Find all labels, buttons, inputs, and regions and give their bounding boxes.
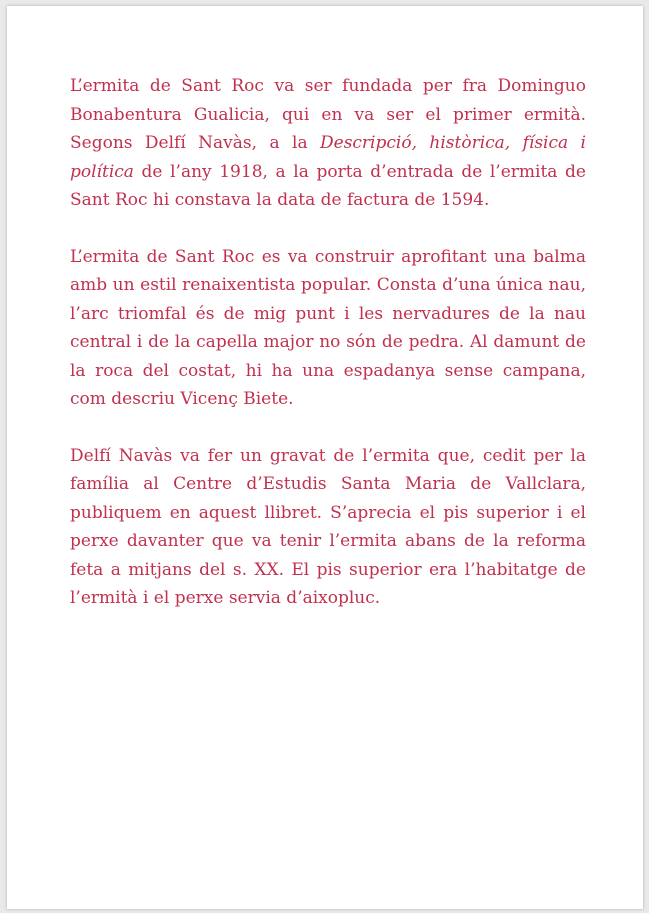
paragraph-foundation-text-end: de l’any 1918, a la porta d’entrada de l’ermita de Sant Roc hi constava la data de factura de 1594. [70,161,586,210]
body-text [70,72,586,641]
paragraph-foundation [70,72,586,215]
paragraph-foundation-text-start: L’ermita de Sant Roc va ser fundada per fra Dominguo Bonabentura Gualicia, qui en va ser el primer ermità. Segons Delfí Navàs, a la [70,76,586,153]
paragraph-engraving: Delfí Navàs va fer un gravat de l’ermita que, cedit per la família al Centre d’Estudis Santa Maria de Vallclara, publiquem en aquest llibret. S’aprecia el pis superior i el perxe davanter que va tenir l’ermita abans de la reforma feta a mitjans del s. XX. El pis superior era l’habitatge de l’ermità i el perxe servia d’aixopluc. [70,445,586,608]
book-title: Descripció, històrica, física i política [70,133,586,182]
paragraph-construction: L’ermita de Sant Roc es va construir aprofitant una balma amb un estil renaixentista popular. Consta d’una única nau, l’arc triomfal és de mig punt i les nervadures de la nau central i de la capella major no són de pedra. Al damunt de la roca del costat, hi ha una espadanya sense campana, com descriu Vicenç Biete. [70,246,586,409]
document-page [7,6,643,909]
